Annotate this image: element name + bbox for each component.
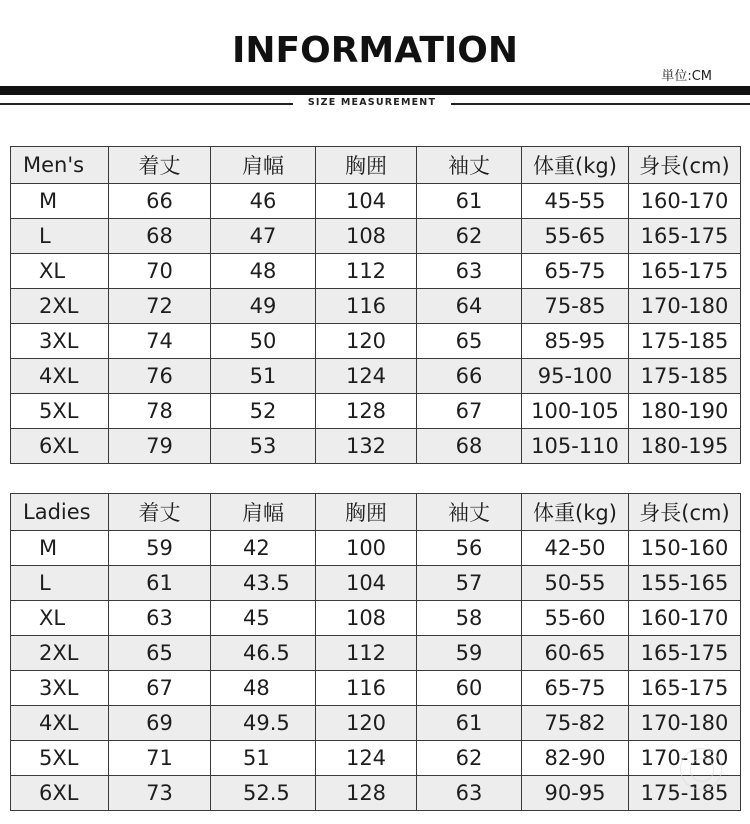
column-header: 着丈: [109, 147, 211, 184]
column-header: 胸囲: [316, 494, 417, 531]
table-cell: 95-100: [522, 359, 629, 394]
table-cell: 108: [316, 601, 417, 636]
table-cell: 175-185: [629, 776, 741, 811]
table-row: [11, 566, 741, 601]
table-cell: 155-165: [629, 566, 741, 601]
table-cell: 128: [316, 776, 417, 811]
size-label-cell: 4XL: [11, 706, 109, 741]
size-label-cell: 5XL: [11, 394, 109, 429]
size-label-cell: 6XL: [11, 429, 109, 464]
column-header: 袖丈: [417, 494, 522, 531]
table-cell: 69: [109, 706, 211, 741]
table-row: [11, 531, 741, 566]
size-label-cell: 2XL: [11, 636, 109, 671]
table-cell: 100-105: [522, 394, 629, 429]
table-cell: 160-170: [629, 601, 741, 636]
table-cell: 112: [316, 636, 417, 671]
table-cell: 60-65: [522, 636, 629, 671]
table-cell: 165-175: [629, 254, 741, 289]
table-cell: 180-190: [629, 394, 741, 429]
table-cell: 55-60: [522, 601, 629, 636]
table-cell: 49.5: [211, 706, 316, 741]
table-row: [11, 219, 741, 254]
page-title: INFORMATION: [231, 30, 518, 71]
table-cell: 45-55: [522, 184, 629, 219]
table-cell: 76: [109, 359, 211, 394]
table-cell: 51: [211, 741, 316, 776]
table-cell: 100: [316, 531, 417, 566]
table-row: [11, 706, 741, 741]
column-header: Men's: [11, 147, 109, 184]
column-header: 胸囲: [316, 147, 417, 184]
size-label-cell: M: [11, 531, 109, 566]
unit-label: 単位:CM: [661, 69, 712, 84]
table-header-row: [11, 147, 741, 184]
table-cell: 50: [211, 324, 316, 359]
watermark-logo: [680, 748, 722, 790]
men-size-table: [10, 146, 741, 464]
table-cell: 65-75: [522, 254, 629, 289]
table-cell: 67: [417, 394, 522, 429]
table-cell: 120: [316, 324, 417, 359]
column-header: 肩幅: [211, 147, 316, 184]
table-cell: 75-82: [522, 706, 629, 741]
header-divider-thick: [0, 86, 750, 95]
table-cell: 66: [417, 359, 522, 394]
table-cell: 68: [109, 219, 211, 254]
table-cell: 71: [109, 741, 211, 776]
table-cell: 45: [211, 601, 316, 636]
table-cell: 61: [109, 566, 211, 601]
table-cell: 50-55: [522, 566, 629, 601]
table-cell: 150-160: [629, 531, 741, 566]
table-cell: 170-180: [629, 706, 741, 741]
size-label-cell: 6XL: [11, 776, 109, 811]
table-cell: 65-75: [522, 671, 629, 706]
table-row: [11, 289, 741, 324]
table-row: [11, 359, 741, 394]
column-header: 身長(cm): [629, 147, 741, 184]
size-label-cell: 3XL: [11, 324, 109, 359]
table-cell: 112: [316, 254, 417, 289]
table-cell: 116: [316, 289, 417, 324]
table-cell: 57: [417, 566, 522, 601]
table-cell: 52: [211, 394, 316, 429]
table-cell: 65: [109, 636, 211, 671]
table-row: [11, 184, 741, 219]
table-cell: 61: [417, 184, 522, 219]
table-cell: 46: [211, 184, 316, 219]
table-cell: 53: [211, 429, 316, 464]
table-cell: 67: [109, 671, 211, 706]
table-cell: 124: [316, 359, 417, 394]
table-cell: 49: [211, 289, 316, 324]
table-cell: 52.5: [211, 776, 316, 811]
table-cell: 108: [316, 219, 417, 254]
table-cell: 70: [109, 254, 211, 289]
section-subtitle: SIZE MEASUREMENT: [307, 97, 437, 108]
table-cell: 78: [109, 394, 211, 429]
table-cell: 165-175: [629, 219, 741, 254]
column-header: 着丈: [109, 494, 211, 531]
table-cell: 73: [109, 776, 211, 811]
size-label-cell: 3XL: [11, 671, 109, 706]
table-cell: 59: [417, 636, 522, 671]
size-label-cell: L: [11, 566, 109, 601]
table-cell: 165-175: [629, 636, 741, 671]
size-label-cell: XL: [11, 254, 109, 289]
table-row: [11, 429, 741, 464]
size-label-cell: 2XL: [11, 289, 109, 324]
table-cell: 51: [211, 359, 316, 394]
size-label-cell: L: [11, 219, 109, 254]
table-cell: 75-85: [522, 289, 629, 324]
table-cell: 55-65: [522, 219, 629, 254]
column-header: 袖丈: [417, 147, 522, 184]
table-cell: 165-175: [629, 671, 741, 706]
table-cell: 120: [316, 706, 417, 741]
table-row: [11, 671, 741, 706]
table-cell: 68: [417, 429, 522, 464]
table-cell: 48: [211, 254, 316, 289]
table-cell: 170-180: [629, 741, 741, 776]
table-cell: 62: [417, 219, 522, 254]
table-cell: 105-110: [522, 429, 629, 464]
table-cell: 59: [109, 531, 211, 566]
table-row: [11, 636, 741, 671]
table-cell: 63: [109, 601, 211, 636]
table-cell: 42-50: [522, 531, 629, 566]
table-cell: 66: [109, 184, 211, 219]
table-cell: 61: [417, 706, 522, 741]
table-cell: 116: [316, 671, 417, 706]
table-header-row: [11, 494, 741, 531]
table-cell: 79: [109, 429, 211, 464]
table-cell: 175-185: [629, 324, 741, 359]
table-row: [11, 254, 741, 289]
table-cell: 47: [211, 219, 316, 254]
table-cell: 85-95: [522, 324, 629, 359]
size-label-cell: 4XL: [11, 359, 109, 394]
table-cell: 104: [316, 184, 417, 219]
table-cell: 62: [417, 741, 522, 776]
column-header: 体重(kg): [522, 494, 629, 531]
table-row: [11, 741, 741, 776]
size-label-cell: XL: [11, 601, 109, 636]
table-cell: 58: [417, 601, 522, 636]
table-cell: 170-180: [629, 289, 741, 324]
size-label-cell: M: [11, 184, 109, 219]
table-cell: 180-195: [629, 429, 741, 464]
table-cell: 72: [109, 289, 211, 324]
table-cell: 128: [316, 394, 417, 429]
header-divider-left: [0, 103, 293, 105]
table-cell: 175-185: [629, 359, 741, 394]
table-cell: 46.5: [211, 636, 316, 671]
table-cell: 48: [211, 671, 316, 706]
table-cell: 60: [417, 671, 522, 706]
column-header: Ladies: [11, 494, 109, 531]
table-cell: 74: [109, 324, 211, 359]
column-header: 身長(cm): [629, 494, 741, 531]
table-cell: 104: [316, 566, 417, 601]
size-label-cell: 5XL: [11, 741, 109, 776]
table-cell: 63: [417, 254, 522, 289]
table-cell: 132: [316, 429, 417, 464]
table-cell: 43.5: [211, 566, 316, 601]
column-header: 体重(kg): [522, 147, 629, 184]
table-row: [11, 394, 741, 429]
ladies-size-table: [10, 493, 741, 811]
column-header: 肩幅: [211, 494, 316, 531]
table-cell: 65: [417, 324, 522, 359]
table-cell: 160-170: [629, 184, 741, 219]
header-divider-right: [451, 103, 750, 105]
table-cell: 90-95: [522, 776, 629, 811]
table-cell: 124: [316, 741, 417, 776]
table-cell: 56: [417, 531, 522, 566]
table-row: [11, 776, 741, 811]
table-row: [11, 324, 741, 359]
table-cell: 64: [417, 289, 522, 324]
table-cell: 63: [417, 776, 522, 811]
table-row: [11, 601, 741, 636]
table-cell: 42: [211, 531, 316, 566]
table-cell: 82-90: [522, 741, 629, 776]
